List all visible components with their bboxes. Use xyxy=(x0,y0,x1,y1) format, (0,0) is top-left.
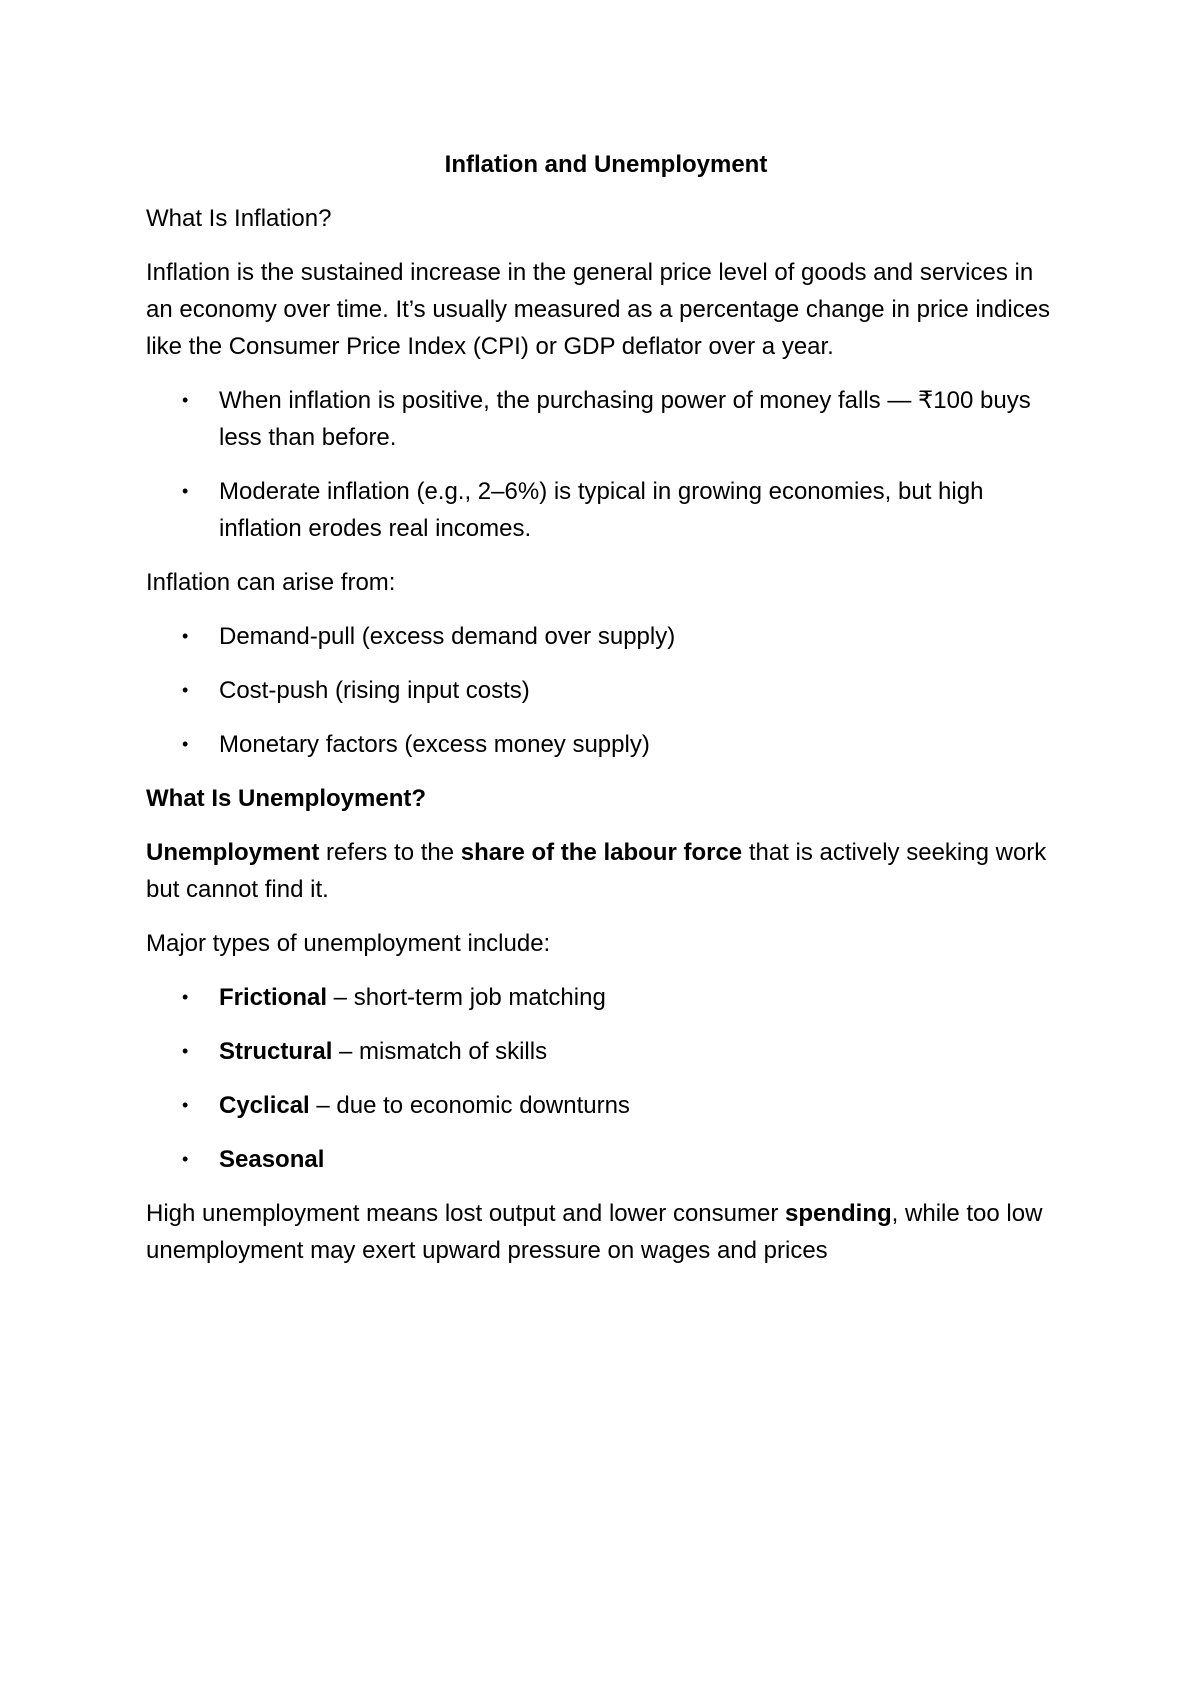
type-desc: – short-term job matching xyxy=(327,984,606,1011)
spending-term: spending xyxy=(785,1200,892,1227)
bullet-icon: • xyxy=(182,390,189,410)
definition-text-part: refers to the xyxy=(319,839,461,866)
type-name: Structural xyxy=(219,1038,333,1065)
document-page xyxy=(146,146,1066,1286)
type-desc: – due to economic downturns xyxy=(309,1092,630,1119)
bullet-icon: • xyxy=(182,1149,189,1169)
list-item-text: Cost-push (rising input costs) xyxy=(219,677,530,704)
bullet-icon: • xyxy=(182,680,189,700)
unemployment-types-list xyxy=(146,979,1066,1178)
type-desc: – mismatch of skills xyxy=(332,1038,548,1065)
unemployment-types-intro: Major types of unemployment include: xyxy=(146,930,551,957)
inflation-definition: Inflation is the sustained increase in the general price level of goods and services in an economy over time. It’s usually measured as a percentage change in price indices like the Consumer Price Index (CPI) or GDP deflator over a year. xyxy=(146,259,1051,360)
bullet-icon: • xyxy=(182,481,189,501)
list-item-text: Monetary factors (excess money supply) xyxy=(219,731,650,758)
type-name: Seasonal xyxy=(219,1146,325,1173)
list-item xyxy=(146,382,1066,456)
list-item-text: Moderate inflation (e.g., 2–6%) is typical in growing economies, but high inflation erodes real incomes. xyxy=(219,478,984,542)
list-item-text: When inflation is positive, the purchasing power of money falls — ₹100 buys less than before. xyxy=(219,387,1031,451)
labour-force-term: share of the labour force xyxy=(460,839,743,866)
bullet-icon: • xyxy=(182,987,189,1007)
list-item xyxy=(146,473,1066,547)
list-item xyxy=(146,1087,1066,1124)
list-item xyxy=(146,726,1066,763)
unemployment-definition xyxy=(146,834,1066,908)
type-name: Cyclical xyxy=(219,1092,310,1119)
inflation-heading: What Is Inflation? xyxy=(146,205,332,232)
bullet-icon: • xyxy=(182,734,189,754)
bullet-icon: • xyxy=(182,626,189,646)
list-item xyxy=(146,1033,1066,1070)
conclusion-text-part: High unemployment means lost output and lower consumer xyxy=(146,1200,785,1227)
unemployment-term: Unemployment xyxy=(146,839,320,866)
inflation-causes-list xyxy=(146,618,1066,763)
unemployment-heading: What Is Unemployment? xyxy=(146,785,427,812)
document-title: Inflation and Unemployment xyxy=(444,151,768,178)
inflation-points-list xyxy=(146,382,1066,547)
definition-text-part: that is actively seeking work but cannot find it. xyxy=(146,839,1047,903)
unemployment-conclusion xyxy=(146,1195,1066,1269)
list-item xyxy=(146,672,1066,709)
list-item xyxy=(146,618,1066,655)
conclusion-text-part: , while too low unemployment may exert upward pressure on wages and prices xyxy=(146,1200,1043,1264)
list-item xyxy=(146,1141,1066,1178)
list-item-text: Demand-pull (excess demand over supply) xyxy=(219,623,676,650)
bullet-icon: • xyxy=(182,1095,189,1115)
inflation-causes-intro: Inflation can arise from: xyxy=(146,569,396,596)
list-item xyxy=(146,979,1066,1016)
type-name: Frictional xyxy=(219,984,328,1011)
bullet-icon: • xyxy=(182,1041,189,1061)
